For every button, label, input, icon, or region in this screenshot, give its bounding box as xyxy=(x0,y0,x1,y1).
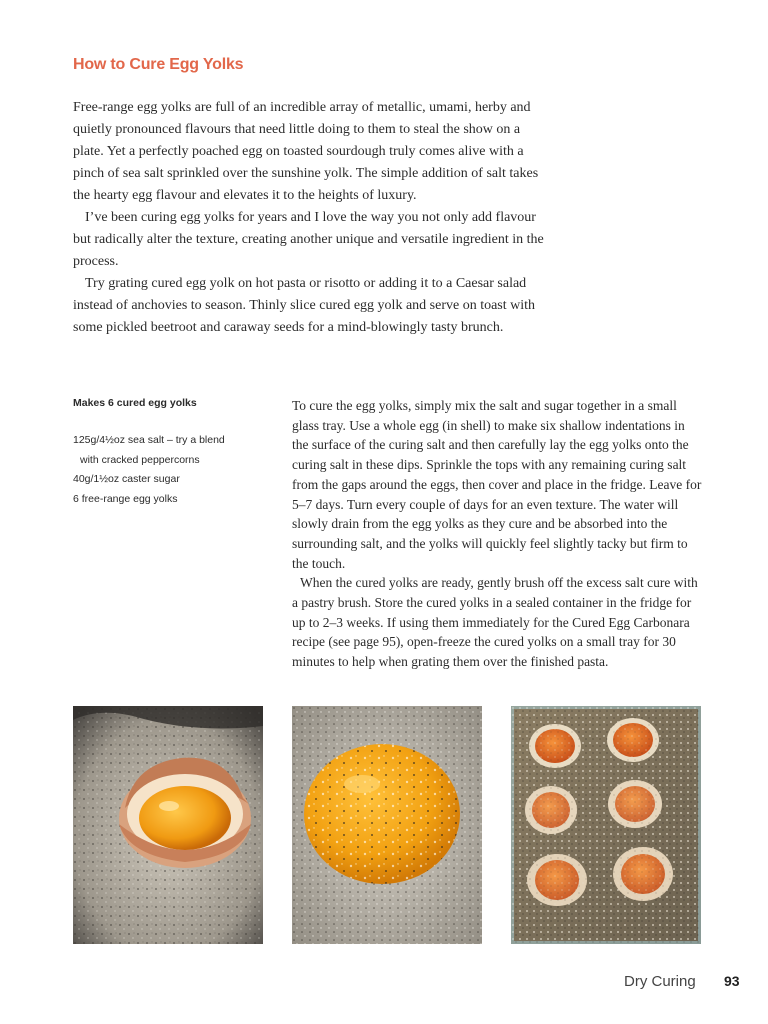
page-title: How to Cure Egg Yolks xyxy=(73,56,244,73)
photo-egg-in-shell xyxy=(73,706,263,944)
method-paragraph: When the cured yolks are ready, gently brush off the excess salt cure with a pastry brush. Store the cured yolks in a sealed container in the fridge for up to 2–3 weeks. If using them immediately for the Cured Egg Carbonara recipe (see page 95), open-freeze the cured yolks on a small tray for 30 minutes to help when grating them over the finished pasta. xyxy=(292,575,698,670)
ingredient-item: with cracked peppercorns xyxy=(80,453,200,466)
ingredient-item: 40g/1½oz caster sugar xyxy=(73,473,180,485)
intro-paragraph: Free-range egg yolks are full of an incredible array of metallic, umami, herby and quietly pronounced flavours that need little doing to them to steal the show on a plate. Yet a perfectly poached egg on toasted sourdough truly comes alive with a pinch of sea salt sprinkled over the sunshine yolk. The simple addition of salt takes the hearty egg flavour and elevates it to the heights of luxury. xyxy=(73,100,539,203)
footer-section-title: Dry Curing xyxy=(624,973,696,990)
recipe-yield: Makes 6 cured egg yolks xyxy=(73,397,197,409)
ingredient-item: 125g/4½oz sea salt – try a blend xyxy=(73,434,225,446)
ingredient-list xyxy=(73,431,273,509)
ingredients-panel xyxy=(73,397,273,509)
page-number: 93 xyxy=(724,973,740,989)
intro-paragraph: I’ve been curing egg yolks for years and I love the way you not only add flavour but radically alter the texture, creating another unique and versatile ingredient in the process. xyxy=(73,210,544,269)
intro-paragraph: Try grating cured egg yolk on hot pasta or risotto or adding it to a Caesar salad instead of anchovies to season. Thinly slice cured egg yolk and serve on toast with some pickled beetroot and caraway seeds for a mind-blowingly tasty brunch. xyxy=(73,276,536,335)
photo-yolk-closeup xyxy=(292,706,482,944)
ingredient-item: 6 free-range egg yolks xyxy=(73,492,178,505)
method-paragraph: To cure the egg yolks, simply mix the salt and sugar together in a small glass tray. Use a whole egg (in shell) to make six shallow indentations in the surface of the curing salt and then carefully lay the egg yolks onto the curing salt in these dips. Sprinkle the tops with any remaining curing salt from the gaps around the eggs, then cover and place in the fridge. Leave for 5–7 days. Turn every couple of days for an even texture. The water will slowly drain from the egg yolks as they cure and be absorbed into the surrounding salt, and the yolks will quickly feel slightly tacky but firm to the touch. xyxy=(292,398,702,571)
photo-yolks-tray xyxy=(511,706,701,944)
intro-text xyxy=(73,97,553,339)
method-text xyxy=(292,396,702,672)
